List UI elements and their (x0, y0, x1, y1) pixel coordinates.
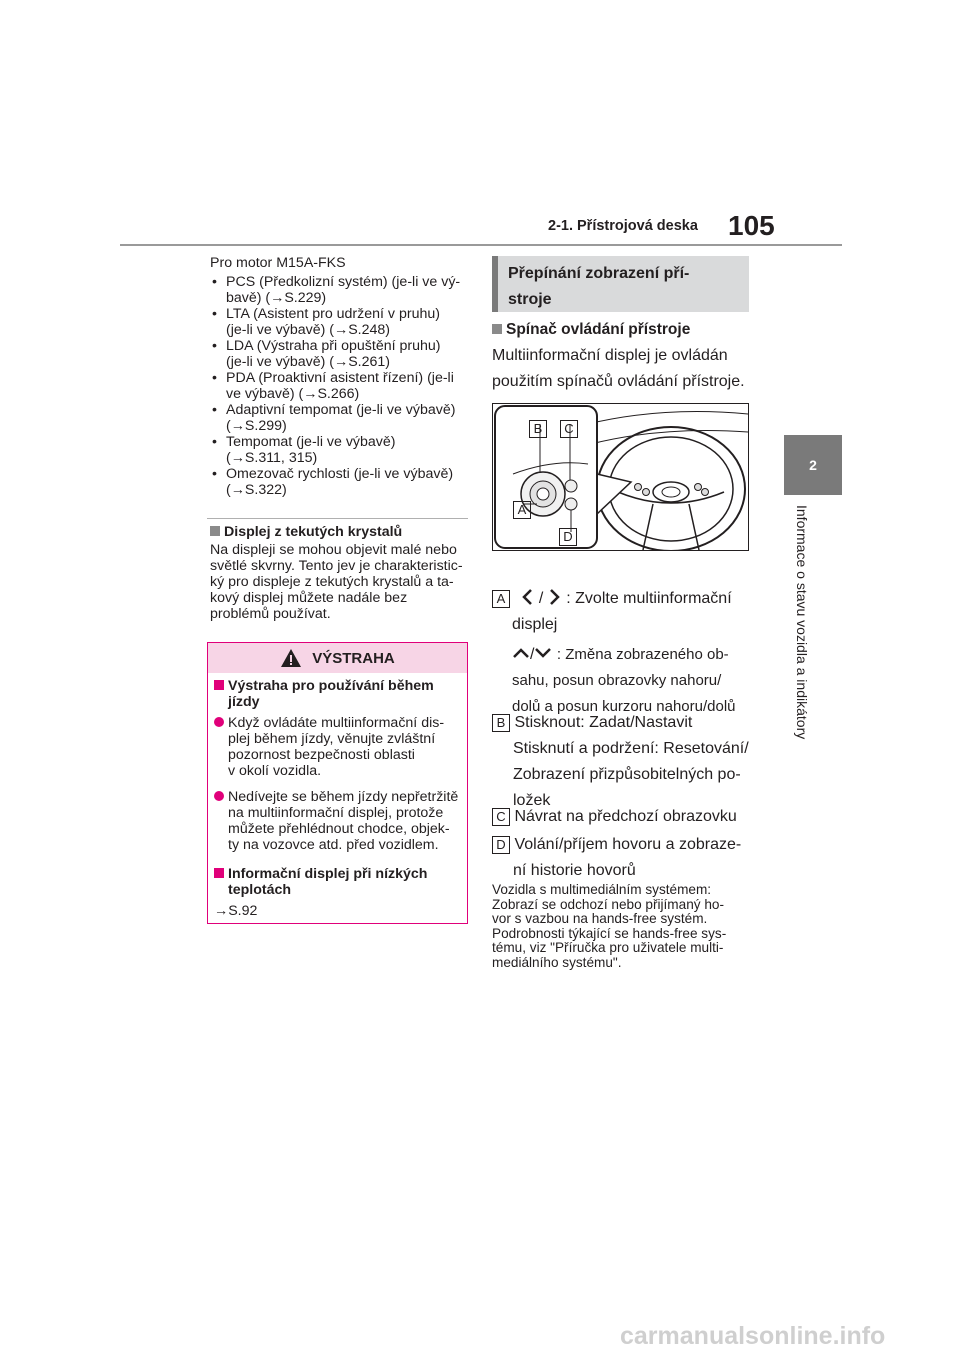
section-heading-line: stroje (508, 291, 552, 308)
item-b: B Stisknout: Zadat/Nastavit Stisknutí a podržení: Resetování/ Zobrazení přizpůsobitelných po- ložek (492, 710, 754, 814)
warning-bullet: Když ovládáte multiinformační dis- plej během jízdy, věnujte zvláštní pozornost bezpečnosti oblasti v okolí vozidla. (214, 715, 466, 779)
watermark: carmanualsonline.info (620, 1322, 886, 1350)
circle-bullet-icon (214, 791, 224, 801)
warning-triangle-icon (280, 648, 302, 668)
item-a: A / : Zvolte multiinformační displej / : Změna zobrazeného ob- sahu, posun obrazovky nahoru/ dolů a posun kurzoru nahoru/dolů (492, 586, 754, 720)
page-reference: →S.92 (214, 903, 258, 919)
list-item: • PCS (Předkolizní systém) (je-li ve vý- bavě) (→S.229) (210, 274, 470, 306)
figure-label-c: C (560, 420, 578, 438)
item-d: D Volání/příjem hovoru a zobraze- ní historie hovorů (492, 832, 754, 884)
label-c: C (492, 808, 510, 826)
figure-label-d: D (559, 528, 577, 546)
header-divider (120, 244, 842, 246)
chevron-right-icon (548, 588, 562, 606)
figure-label-a: A (513, 501, 531, 519)
warning-box (207, 642, 468, 924)
warning-item1-heading: Výstraha pro používání během jízdy (214, 678, 464, 710)
label-b: B (492, 714, 510, 732)
list-item: • Omezovač rychlosti (je-li ve výbavě) (→S.322) (210, 466, 470, 498)
square-bullet-icon (492, 324, 502, 334)
label-d: D (492, 836, 510, 854)
list-item: • LTA (Asistent pro udržení v pruhu) (je-li ve výbavě) (→S.248) (210, 306, 470, 338)
warning-item2-heading: Informační displej při nízkých teplotách (214, 866, 464, 898)
footnote: Vozidla s multimediálním systémem: Zobrazí se odchozí nebo přijímaný ho- vor s vazbou na hands-free systém. Podrobnosti týkající se hands-free sys- tému, viz "Příručka pro uživatele multi- mediálního systému". (492, 882, 727, 970)
item-c: C Návrat na předchozí obrazovku (492, 804, 754, 830)
section-heading-line: Přepínání zobrazení pří- (508, 265, 690, 282)
chevron-up-icon (512, 647, 530, 659)
feature-list (210, 274, 470, 498)
warning-title: VÝSTRAHA (312, 649, 395, 667)
circle-bullet-icon (214, 717, 224, 727)
section-heading-box (492, 256, 749, 312)
list-item: • Adaptivní tempomat (je-li ve výbavě) (→S.299) (210, 402, 470, 434)
page-number: 105 (728, 210, 775, 241)
square-bullet-icon (214, 680, 224, 690)
lcd-paragraph: Na displeji se mohou objevit malé nebo světlé skvrny. Tento jev je charakteristic- ký pro displeje z tekutých krystalů a ta- kový displej můžete nadále bez problémů používat. (210, 542, 463, 622)
steering-wheel-figure (492, 403, 749, 551)
section-divider (207, 518, 468, 519)
warning-header (208, 643, 467, 673)
figure-label-b: B (529, 420, 547, 438)
chevron-left-icon (520, 588, 534, 606)
chapter-title: Informace o stavu vozidla a indikátory (794, 505, 810, 740)
list-item: • Tempomat (je-li ve výbavě) (→S.311, 315) (210, 434, 470, 466)
label-a: A (492, 590, 510, 608)
chapter-tab (784, 435, 842, 495)
warning-bullet: Nedívejte se během jízdy nepřetržitě na multiinformační displej, protože můžete přehlédnout chodce, objek- ty na vozovce atd. před vozidlem. (214, 789, 466, 853)
subheading: Spínač ovládání přístroje (492, 321, 690, 339)
list-item: • LDA (Výstraha při opuštění pruhu) (je-li ve výbavě) (→S.261) (210, 338, 470, 370)
list-item: • PDA (Proaktivní asistent řízení) (je-li ve výbavě) (→S.266) (210, 370, 470, 402)
chevron-down-icon (534, 647, 552, 659)
chapter-title-vertical (792, 505, 812, 767)
intro-text: Pro motor M15A-FKS (210, 255, 346, 271)
chapter-number: 2 (809, 457, 817, 473)
square-bullet-icon (210, 526, 220, 536)
section-title: 2-1. Přístrojová deska (548, 218, 698, 234)
lcd-heading: Displej z tekutých krystalů (210, 524, 402, 540)
square-bullet-icon (214, 868, 224, 878)
intro-paragraph: Multiinformační displej je ovládán použitím spínačů ovládání přístroje. (492, 347, 745, 390)
